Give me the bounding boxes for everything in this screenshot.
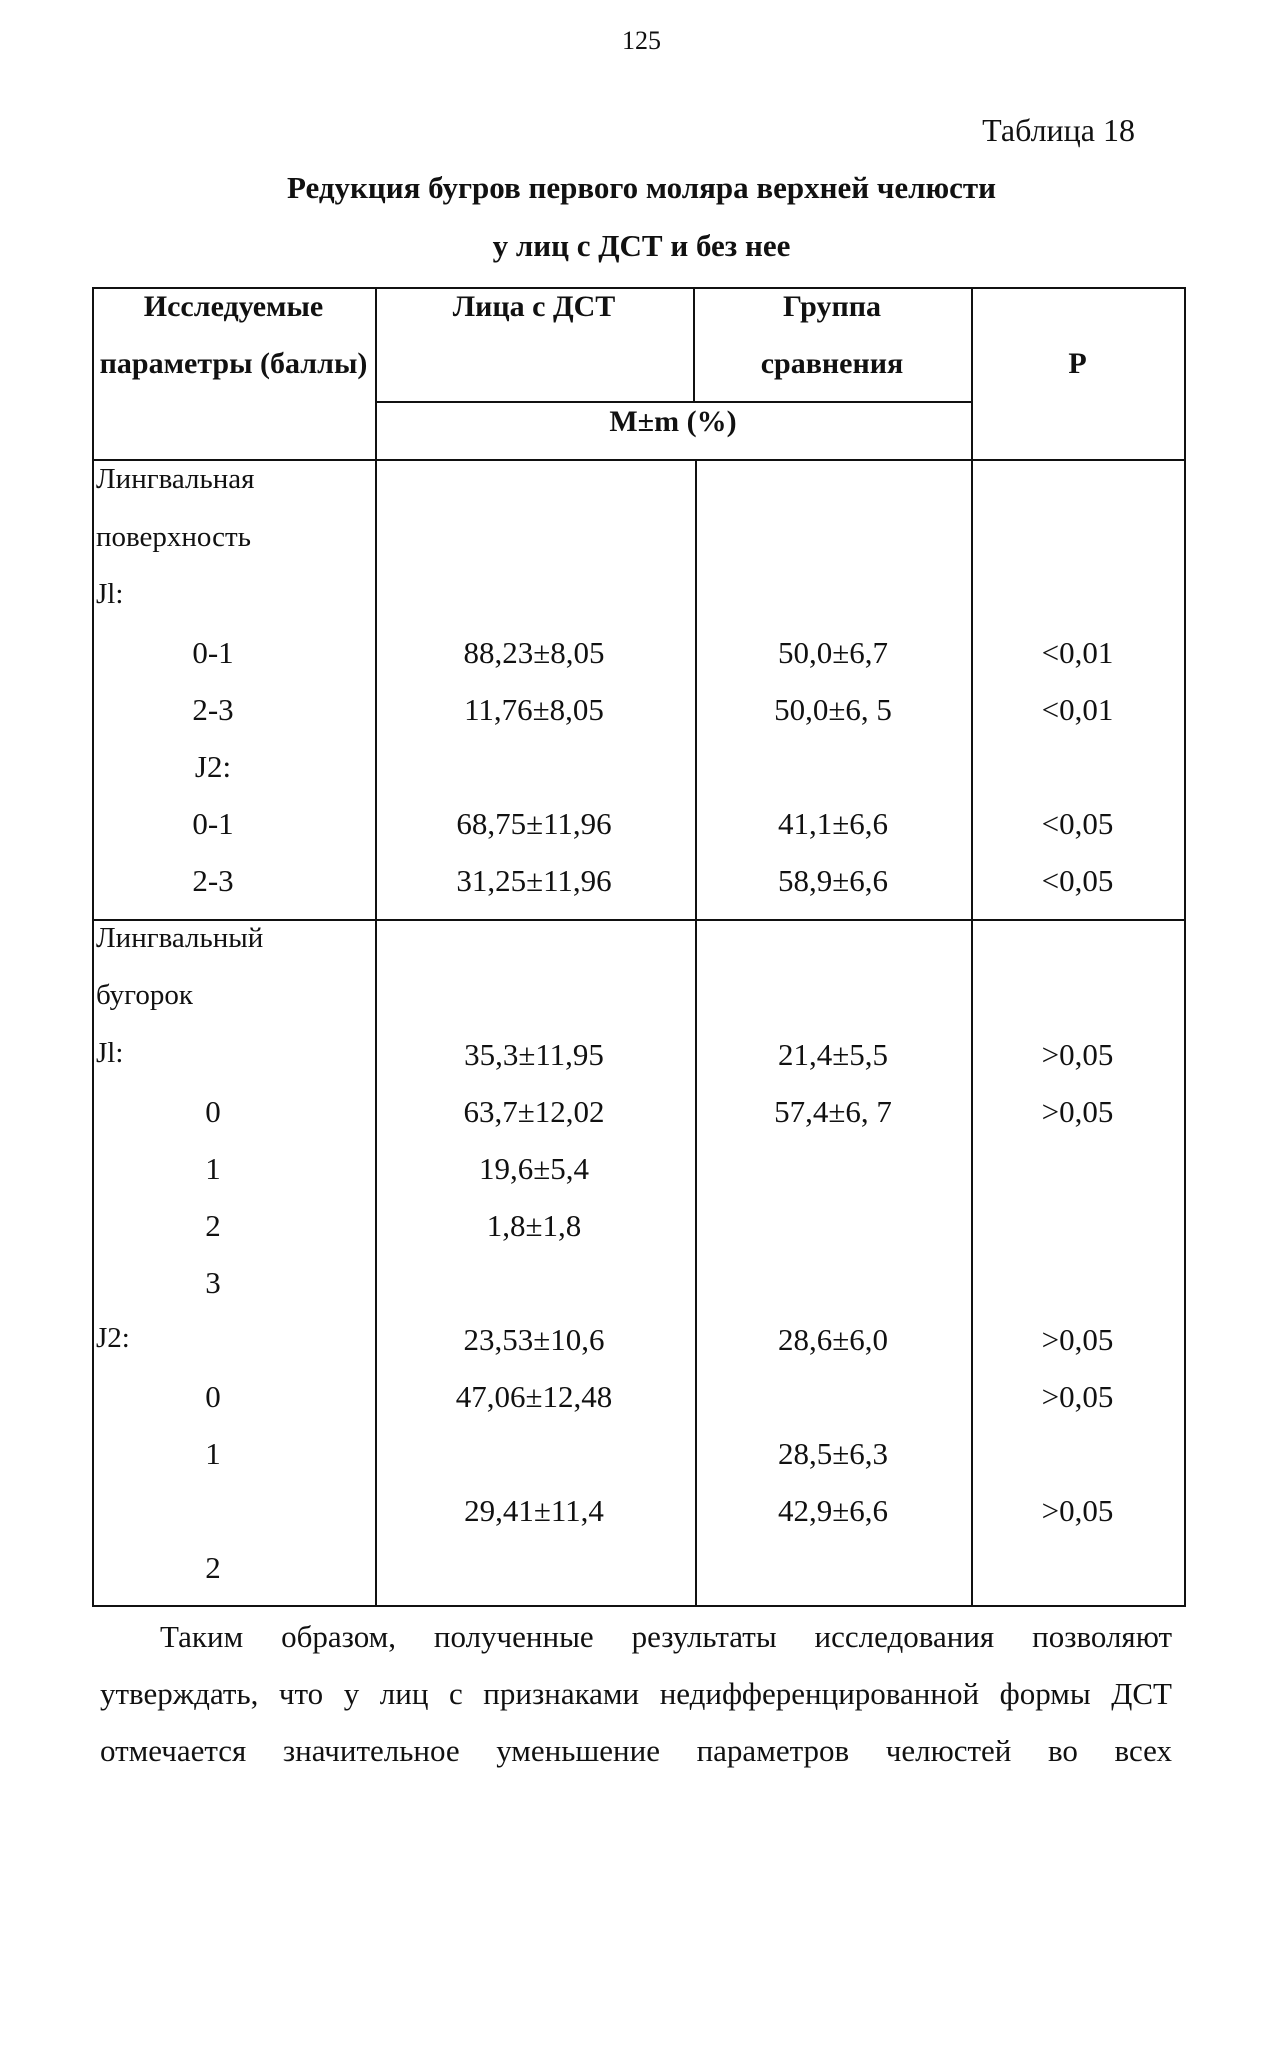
header-units: M±m (%): [609, 405, 737, 438]
header-cmp-line2: сравнения: [760, 347, 904, 380]
table-title-line2: у лиц с ДСТ и без нее: [492, 228, 791, 263]
cell-dst-value: 35,3±11,95: [464, 1037, 604, 1072]
cell-cmp-value: 28,5±6,3: [777, 1436, 888, 1471]
row-sublabel: 2-3: [192, 692, 234, 727]
table-left-border: [92, 287, 94, 1605]
cell-p-value: <0,01: [1041, 692, 1114, 727]
cell-cmp-value: 57,4±6, 7: [774, 1094, 892, 1129]
cell-cmp-value: 42,9±6,6: [777, 1493, 888, 1528]
row-sublabel: 2: [205, 1550, 221, 1585]
units-row-border: [375, 401, 971, 403]
header-p: Р: [1068, 347, 1087, 380]
cell-dst-value: 19,6±5,4: [478, 1151, 589, 1186]
cell-cmp-value: 50,0±6, 5: [774, 692, 892, 727]
cell-p-value: >0,05: [1041, 1037, 1114, 1072]
cell-p-value: <0,01: [1041, 635, 1114, 670]
row-sublabel: 0-1: [192, 806, 234, 841]
cell-p-value: >0,05: [1041, 1379, 1114, 1414]
cell-cmp-value: 21,4±5,5: [777, 1037, 888, 1072]
cell-cmp-value: 28,6±6,0: [777, 1322, 888, 1357]
table-bottom-border: [92, 1605, 1186, 1607]
table-right-border: [1184, 287, 1186, 1605]
row-label: Jl:: [96, 578, 124, 610]
row-sublabel: 0: [205, 1379, 221, 1414]
cell-dst-value: 29,41±11,4: [464, 1493, 604, 1528]
cell-cmp-value: 41,1±6,6: [777, 806, 888, 841]
cell-dst-value: 11,76±8,05: [464, 692, 604, 727]
section1-label-line1: Лингвальная: [96, 463, 255, 495]
cell-p-value: >0,05: [1041, 1322, 1114, 1357]
row-sublabel: 0-1: [192, 635, 234, 670]
cell-dst-value: 68,75±11,96: [456, 806, 612, 841]
header-dst: Лица с ДСТ: [452, 290, 616, 323]
cell-dst-value: 31,25±11,96: [456, 863, 612, 898]
table-top-border: [92, 287, 1186, 289]
row-sublabel: 1: [205, 1436, 221, 1471]
row-sublabel: 2: [205, 1208, 221, 1243]
cell-p-value: <0,05: [1041, 863, 1114, 898]
cell-p-value: >0,05: [1041, 1094, 1114, 1129]
page-number: 125: [622, 26, 661, 55]
cell-dst-value: 1,8±1,8: [486, 1208, 582, 1243]
cell-cmp-value: 50,0±6,7: [777, 635, 888, 670]
paragraph-line2: утверждать, что у лиц с признаками недифференцированной формы ДСТ: [100, 1676, 1172, 1711]
row-sublabel: 2-3: [192, 863, 234, 898]
cell-dst-value: 23,53±10,6: [463, 1322, 605, 1357]
header-param-line2: параметры (баллы): [99, 347, 368, 380]
paragraph-line1: Таким образом, полученные результаты исследования позволяют: [160, 1619, 1172, 1654]
column-divider-2-body: [695, 459, 697, 1605]
row-label: J2:: [96, 1322, 130, 1354]
row-sublabel: 1: [205, 1151, 221, 1186]
cell-dst-value: 47,06±12,48: [455, 1379, 613, 1414]
header-param-line1: Исследуемые: [143, 290, 324, 323]
section1-label-line2: поверхность: [96, 521, 251, 553]
header-bottom-border: [92, 459, 1186, 461]
cell-dst-value: 88,23±8,05: [463, 635, 605, 670]
section2-label-line1: Лингвальный: [96, 922, 264, 954]
cell-cmp-value: 58,9±6,6: [777, 863, 888, 898]
row-label: Jl:: [96, 1037, 124, 1069]
header-cmp-line1: Группа: [782, 290, 882, 323]
paragraph-line3: отмечается значительное уменьшение параметров челюстей во всех: [100, 1733, 1172, 1768]
table-label: Таблица 18: [982, 112, 1135, 148]
row-sublabel: 0: [205, 1094, 221, 1129]
cell-p-value: >0,05: [1041, 1493, 1114, 1528]
cell-dst-value: 63,7±12,02: [463, 1094, 605, 1129]
cell-p-value: <0,05: [1041, 806, 1114, 841]
row-sublabel: J2:: [194, 749, 232, 784]
row-sublabel: 3: [205, 1265, 221, 1300]
table-title-line1: Редукция бугров первого моляра верхней челюсти: [286, 170, 997, 205]
section2-label-line2: бугорок: [96, 979, 193, 1011]
section-divider: [92, 919, 1186, 921]
